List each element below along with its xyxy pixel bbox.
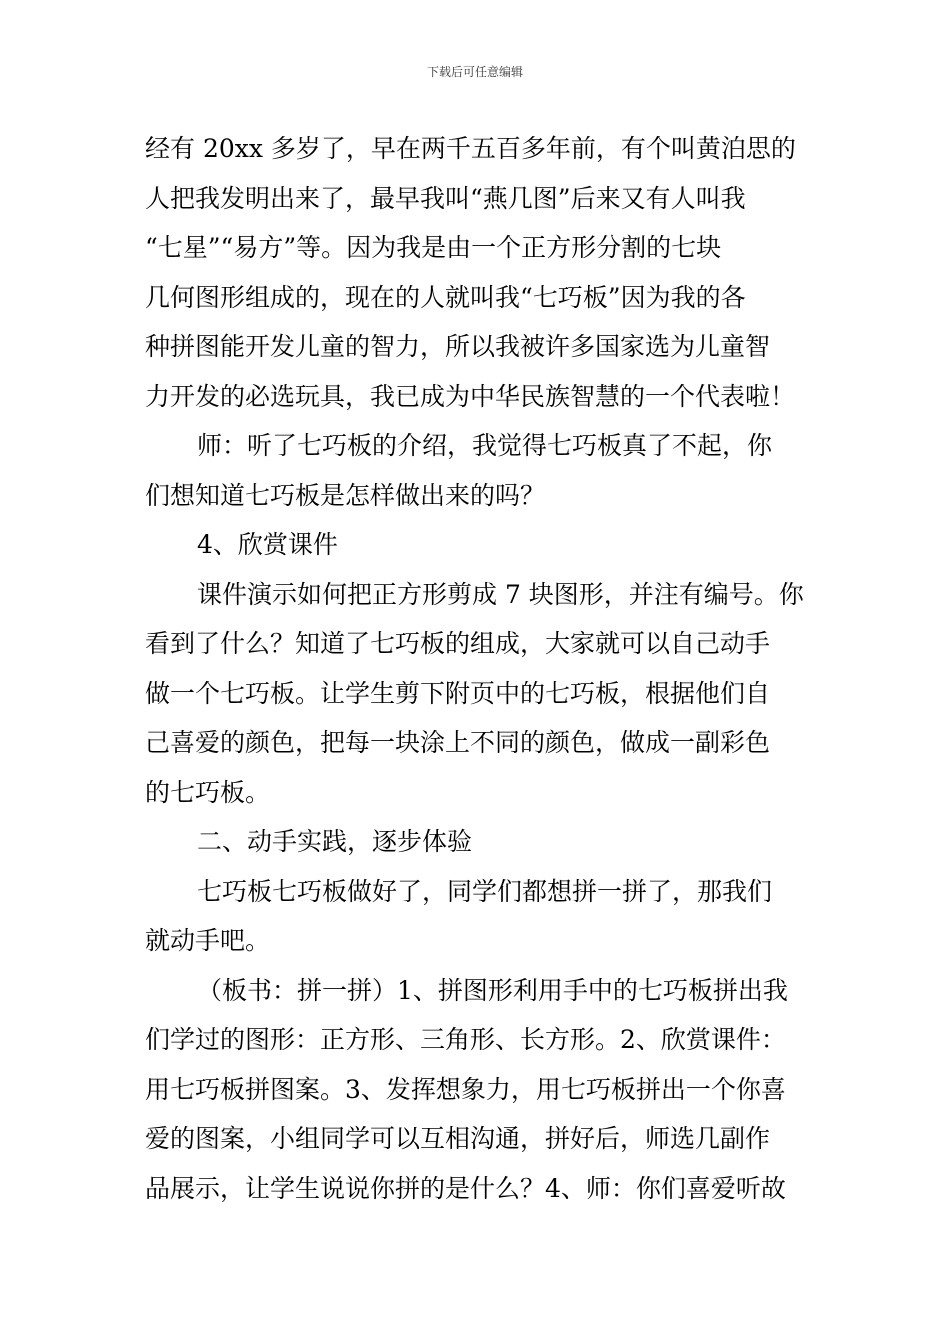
text-line: 看到了什么？知道了七巧板的组成，大家就可以自己动手 (145, 629, 771, 658)
text-line: 人把我发明出来了，最早我叫“燕几图”后来又有人叫我 (145, 183, 746, 213)
text-line: 七巧板七巧板做好了，同学们都想拼一拼了，那我们 (197, 876, 773, 906)
text-line: 课件演示如何把正方形剪成 7 块图形，并注有编号。你 (197, 579, 804, 609)
text-line: 的七巧板。 (145, 777, 271, 807)
text-line: 力开发的必选玩具，我已成为中华民族智慧的一个代表啦！ (145, 381, 796, 411)
text-line: （板书：拼一拼）1、拼图形利用手中的七巧板拼出我 (197, 975, 788, 1005)
text-line: 爱的图案，小组同学可以互相沟通，拼好后，师选几副作 (145, 1124, 771, 1153)
document-body (145, 124, 807, 1213)
page-header: 下载后可任意编辑 (426, 65, 523, 79)
text-line: 己喜爱的颜色，把每一块涂上不同的颜色，做成一副彩色 (145, 728, 771, 757)
section-heading: 4、欣赏课件 (197, 530, 338, 559)
text-line: 们想知道七巧板是怎样做出来的吗？ (145, 480, 546, 510)
text-line: 做一个七巧板。让学生剪下附页中的七巧板，根据他们自 (145, 678, 771, 708)
text-line: 几何图形组成的，现在的人就叫我“七巧板”因为我的各 (145, 282, 746, 312)
text-line: 用七巧板拼图案。3、发挥想象力，用七巧板拼出一个你喜 (145, 1074, 786, 1104)
section-heading: 二、动手实践，逐步体验 (197, 827, 473, 856)
text-line: 们学过的图形：正方形、三角形、长方形。2、欣赏课件： (145, 1025, 786, 1054)
text-line: 师：听了七巧板的介绍，我觉得七巧板真了不起，你 (197, 431, 773, 460)
text-line: 种拼图能开发儿童的智力，所以我被许多国家选为儿童智 (145, 332, 771, 361)
text-line: 经有 20xx 多岁了，早在两千五百多年前，有个叫黄泊思的 (145, 134, 796, 163)
text-line: 就动手吧。 (145, 926, 271, 955)
text-line: 品展示，让学生说说你拼的是什么？4、师：你们喜爱听故 (145, 1173, 786, 1203)
text-line: “七星”“易方”等。因为我是由一个正方形分割的七块 (145, 233, 722, 262)
